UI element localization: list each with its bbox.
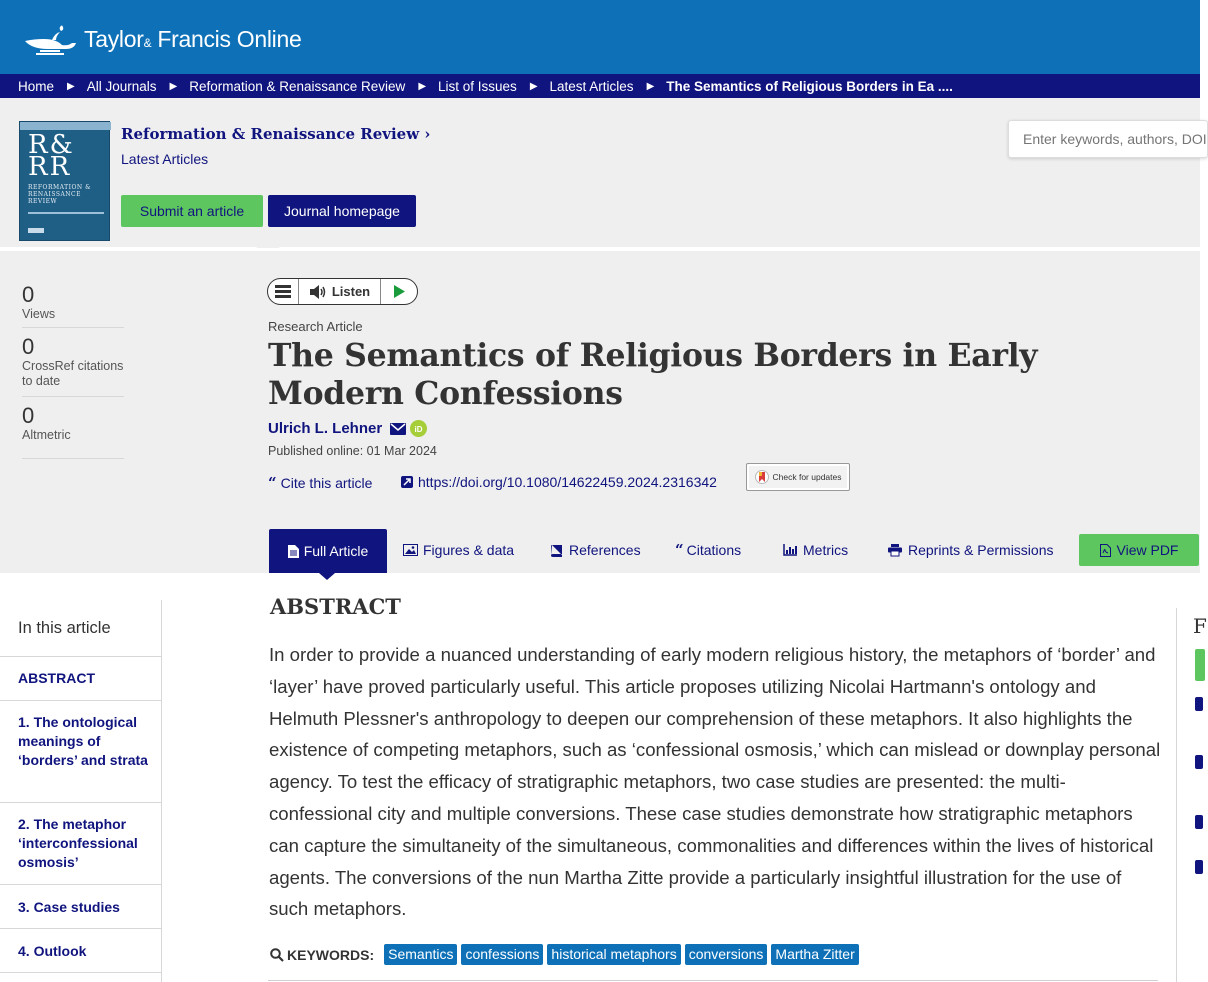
printer-icon — [888, 544, 902, 556]
site-header — [0, 0, 1200, 74]
abstract-heading: ABSTRACT — [270, 594, 401, 619]
published-date: Published online: 01 Mar 2024 — [268, 444, 437, 458]
book-icon — [550, 544, 563, 557]
svg-text:iD: iD — [414, 425, 423, 434]
abstract-text: In order to provide a nuanced understanding of early modern religious history, the metaphors of ‘border’ and ‘layer’ have proved particularly useful. This article proposes utilizing Nicolai Hartmann's ontology and Helmuth Plessner's anthropology to deepen our comprehension of these metaphors. It also highlights the existence of competing metaphors, such as ‘confessional osmosis,’ which can mislead or downplay personal agency. To test the efficacy of stratigraphic metaphors, two case studies are presented: the multi-confessional city and multiple conversions. These case studies demonstrate how stratigraphic metaphors can capture the simultaneity of the simultaneous, commonalities and differences within the lives of historical agents. The conversions of the nun Martha Zitte provide a particularly insightful illustration for the use of such metaphors. — [269, 644, 1161, 920]
metric-altmetric — [22, 404, 124, 459]
view-pdf-label: View PDF — [1116, 542, 1179, 558]
metric-value: 0 — [22, 282, 35, 307]
metric-label: CrossRef citations to date — [22, 359, 124, 388]
listen-button[interactable] — [299, 279, 381, 304]
breadcrumb-arrow-icon: ▶ — [418, 80, 427, 92]
listen-menu-button[interactable] — [268, 279, 299, 304]
keywords — [270, 944, 859, 965]
envelope-icon[interactable] — [390, 423, 406, 435]
doi-text: https://doi.org/10.1080/14622459.2024.2316342 — [418, 474, 717, 490]
toc-divider — [0, 700, 161, 701]
toc-divider — [0, 972, 161, 973]
tab-active-notch — [319, 573, 335, 580]
article-type: Research Article — [268, 319, 363, 334]
toc-divider — [0, 884, 161, 885]
tab-label: Citations — [686, 542, 742, 558]
right-panel-blue-tab[interactable] — [1195, 815, 1203, 829]
metric-label: Views — [22, 307, 56, 321]
keyword-tag[interactable]: conversions — [685, 944, 768, 965]
right-panel-green-button[interactable] — [1195, 649, 1205, 681]
search-icon — [270, 948, 284, 962]
tab-reprints-permissions[interactable] — [888, 534, 1054, 566]
listen-label: Listen — [331, 284, 371, 299]
breadcrumb-list-of-issues[interactable]: List of Issues — [438, 78, 517, 94]
metric-value: 0 — [22, 334, 35, 359]
image-icon — [403, 544, 418, 556]
toc-divider — [0, 928, 161, 929]
tab-references[interactable] — [550, 534, 641, 566]
doi-link[interactable] — [401, 474, 717, 490]
tab-label: References — [569, 542, 641, 558]
journal-homepage-button[interactable]: Journal homepage — [268, 195, 416, 227]
tab-label: Figures & data — [423, 542, 515, 558]
taylor-francis-logo[interactable] — [22, 22, 301, 56]
right-panel-blue-tab[interactable] — [1195, 697, 1203, 711]
keyword-tag[interactable]: confessions — [461, 944, 543, 965]
breadcrumb-current: The Semantics of Religious Borders in Ea .... — [666, 78, 953, 94]
toc-item-outlook[interactable]: 4. Outlook — [18, 943, 87, 959]
section-divider — [268, 980, 1158, 981]
breadcrumb-arrow-icon: ▶ — [169, 80, 178, 92]
author — [268, 420, 427, 437]
toc-divider — [0, 656, 161, 657]
submit-article-button[interactable]: Submit an article — [121, 195, 263, 227]
check-for-updates-button[interactable] — [746, 463, 850, 491]
toc-item-osmosis[interactable]: 2. The metaphor ‘interconfessional osmosis’ — [18, 816, 138, 870]
check-updates-label: Check for updates — [772, 472, 842, 482]
keywords-label: KEYWORDS: — [270, 947, 374, 963]
metric-value: 0 — [22, 403, 35, 428]
play-button[interactable] — [381, 285, 417, 298]
tab-metrics[interactable] — [783, 534, 848, 566]
listen-widget — [267, 278, 418, 305]
article-title: The Semantics of Religious Borders in Early Modern Confessions — [268, 337, 1038, 412]
keyword-tag[interactable]: Martha Zitter — [771, 944, 858, 965]
cover-title: REFORMATION & RENAISSANCE REVIEW — [28, 184, 91, 205]
toc-item-case-studies[interactable]: 3. Case studies — [18, 899, 120, 915]
view-pdf-button[interactable] — [1079, 534, 1199, 566]
breadcrumb-arrow-icon: ▶ — [529, 80, 538, 92]
journal-cover[interactable] — [19, 121, 110, 241]
quote-icon: “ — [675, 541, 684, 559]
brand-name: Taylor& Francis Online — [84, 25, 302, 52]
metric-label: Altmetric — [22, 428, 71, 442]
breadcrumb-journal[interactable]: Reformation & Renaissance Review — [189, 78, 406, 94]
lamp-icon — [22, 23, 78, 55]
cite-label: Cite this article — [280, 475, 373, 491]
breadcrumb-home[interactable]: Home — [18, 78, 55, 94]
author-name[interactable]: Ulrich L. Lehner — [268, 420, 383, 437]
tab-label: Full Article — [303, 543, 369, 559]
breadcrumb-latest-articles[interactable]: Latest Articles — [549, 78, 634, 94]
external-link-icon — [401, 476, 413, 488]
keyword-tag[interactable]: Semantics — [384, 944, 457, 965]
cover-monogram: R& RR — [28, 130, 75, 182]
chevron-right-icon: › — [424, 125, 431, 143]
tab-label: Metrics — [803, 542, 849, 558]
pdf-file-icon — [1100, 544, 1111, 557]
breadcrumb-arrow-icon: ▶ — [646, 80, 655, 92]
right-panel-border — [1176, 608, 1177, 982]
menu-icon — [275, 285, 291, 298]
quote-icon: “ — [268, 474, 277, 492]
crossmark-icon — [755, 470, 769, 484]
toc-divider — [0, 802, 161, 803]
toc-heading: In this article — [18, 619, 111, 637]
tab-citations[interactable] — [675, 534, 741, 566]
tab-label: Reprints & Permissions — [908, 542, 1054, 558]
orcid-icon[interactable] — [410, 420, 427, 437]
right-panel-blue-tab[interactable] — [1195, 860, 1203, 874]
journal-title[interactable]: Reformation & Renaissance Review › — [121, 125, 431, 143]
keyword-tag[interactable]: historical metaphors — [547, 944, 680, 965]
cite-article-link[interactable] — [268, 474, 372, 492]
toc-item-abstract[interactable]: ABSTRACT — [18, 670, 95, 686]
breadcrumb-arrow-icon: ▶ — [67, 80, 75, 92]
table-of-contents — [0, 600, 162, 982]
cover-stripe — [20, 122, 111, 130]
metric-views — [22, 283, 124, 328]
banner-notch — [256, 240, 280, 248]
journal-banner — [0, 98, 1200, 573]
metric-crossref — [22, 335, 124, 397]
cover-publisher-mark — [28, 228, 44, 233]
cover-rule — [28, 212, 104, 214]
journal-subtitle[interactable]: Latest Articles — [121, 151, 209, 167]
right-panel-heading: F — [1193, 614, 1207, 638]
right-panel-blue-tab[interactable] — [1195, 755, 1203, 769]
tab-figures-data[interactable] — [403, 534, 514, 566]
toc-item-ontological[interactable]: 1. The ontological meanings of ‘borders’ and strata — [18, 714, 148, 768]
speaker-icon — [309, 285, 327, 299]
breadcrumb — [0, 74, 1200, 98]
tab-full-article[interactable] — [269, 529, 387, 573]
breadcrumb-all-journals[interactable]: All Journals — [86, 78, 157, 94]
play-icon — [393, 285, 405, 298]
file-icon — [288, 545, 299, 558]
search-input[interactable] — [1008, 120, 1208, 158]
bar-chart-icon — [783, 544, 797, 556]
band-divider — [0, 247, 1200, 251]
